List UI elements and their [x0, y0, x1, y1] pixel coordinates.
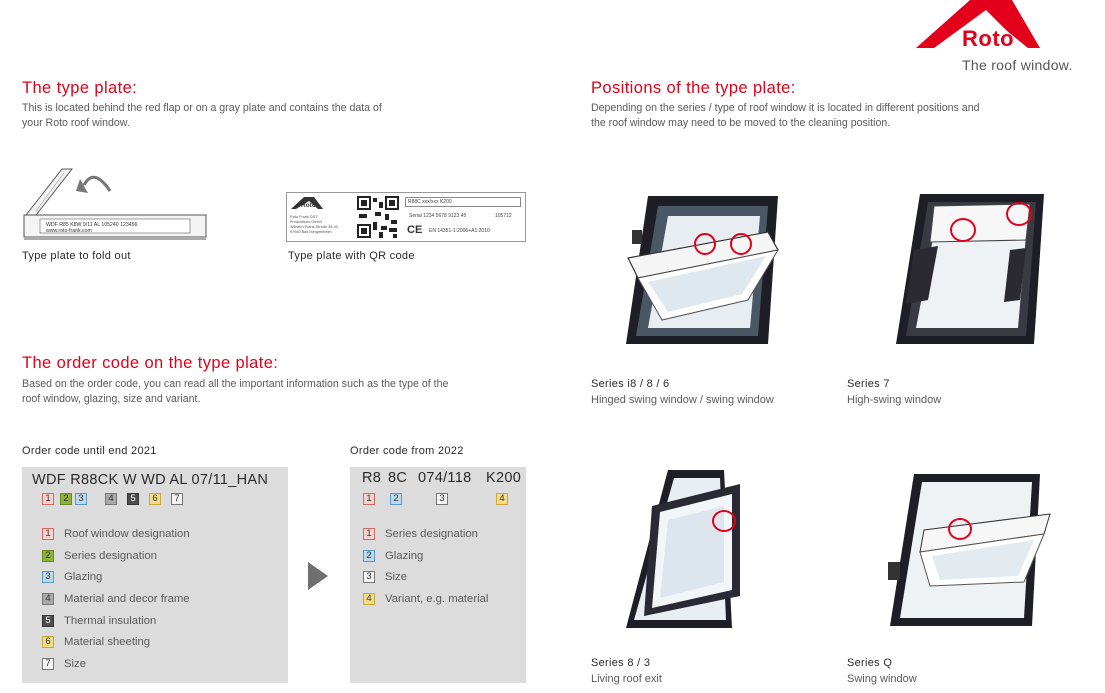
new-code-part-1: R8	[362, 470, 382, 486]
legend-number: 1	[363, 528, 375, 540]
logo-tagline: The roof window.	[962, 57, 1073, 73]
positions-desc-line2: the roof window may need to be moved to the cleaning position.	[591, 117, 891, 129]
qr-plate-code-field: R88C xxx/xxx K200	[405, 197, 521, 207]
fold-plate-text-1: WDF R85 K8W 9/11 AL 105240 123456	[46, 222, 138, 228]
arrow-right-icon	[308, 562, 328, 590]
legend-label: Series designation	[385, 528, 478, 540]
legend-row	[42, 571, 102, 583]
type-plate-marker-3	[950, 218, 976, 242]
series-i8-desc: Hinged swing window / swing window	[591, 394, 774, 406]
order-code-heading: The order code on the type plate:	[22, 354, 279, 372]
old-code-numbers	[42, 493, 183, 505]
series-q-desc: Swing window	[847, 673, 917, 685]
logo-text: Roto	[962, 26, 1015, 51]
window-series-q-illustration	[884, 470, 1056, 630]
series-8-3-desc: Living roof exit	[591, 673, 662, 685]
company-line: Roto Frank DST	[290, 215, 318, 219]
code-number: 3	[436, 493, 448, 505]
legend-label: Glazing	[385, 550, 424, 562]
legend-label: Material and decor frame	[64, 593, 190, 605]
new-code-heading: Order code from 2022	[350, 445, 464, 457]
qr-plate-caption: Type plate with QR code	[288, 250, 415, 262]
legend-row	[363, 550, 423, 562]
type-plate-desc-line2: your Roto roof window.	[22, 117, 130, 129]
legend-number: 7	[42, 658, 54, 670]
order-code-desc-line1: Based on the order code, you can read all the important information such as the type of the	[22, 378, 449, 390]
legend-row	[363, 571, 407, 583]
code-number: 2	[390, 493, 402, 505]
series-7-desc: High-swing window	[847, 394, 942, 406]
company-line: 97980 Bad Mergentheim	[290, 230, 332, 234]
window-series-8-3-illustration	[620, 466, 750, 632]
legend-label: Glazing	[64, 571, 103, 583]
legend-number: 3	[42, 571, 54, 583]
order-code-description	[22, 377, 542, 407]
code-number: 6	[149, 493, 161, 505]
legend-row	[363, 528, 478, 540]
code-number: 3	[75, 493, 87, 505]
legend-label: Variant, e.g. material	[385, 593, 489, 605]
qr-plate-company	[290, 215, 338, 235]
type-plate-marker-4	[1006, 202, 1032, 226]
code-number: 4	[105, 493, 117, 505]
qr-plate-serial: Serial 1234 5678 9123 45	[409, 213, 467, 219]
series-7-name: Series 7	[847, 378, 890, 390]
legend-label: Size	[64, 658, 86, 670]
legend-label: Size	[385, 571, 407, 583]
fold-plate-text-2: www.roto-frank.com	[46, 228, 92, 234]
old-code-panel	[22, 467, 288, 683]
legend-number: 4	[363, 593, 375, 605]
company-line: Wilhelm-Frank-Straße 38-40	[290, 225, 338, 229]
qr-plate-illustration	[286, 192, 526, 242]
type-plate-description	[22, 101, 542, 131]
window-series-7-illustration	[888, 190, 1050, 348]
ce-mark: CE	[407, 224, 423, 236]
order-code-desc-line2: roof window, glazing, size and variant.	[22, 393, 201, 405]
qr-plate-norm: EN 14351-1:2006+A1:2010	[429, 228, 490, 234]
new-code-panel	[350, 467, 526, 683]
series-8-3-name: Series 8 / 3	[591, 657, 651, 669]
legend-row	[363, 593, 488, 605]
code-number: 1	[363, 493, 375, 505]
new-code-part-3: 074/118	[418, 470, 472, 486]
positions-desc-line1: Depending on the series / type of roof window it is located in different positions and	[591, 102, 980, 114]
type-plate-desc-line1: This is located behind the red flap or on a gray plate and contains the data of	[22, 102, 382, 114]
positions-description	[591, 101, 1061, 131]
code-number: 7	[171, 493, 183, 505]
legend-number: 4	[42, 593, 54, 605]
legend-label: Roof window designation	[64, 528, 190, 540]
type-plate-marker-1	[694, 233, 716, 255]
window-series-i8-illustration	[618, 190, 786, 348]
legend-number: 2	[363, 550, 375, 562]
legend-row	[42, 615, 156, 627]
series-i8-name: Series i8 / 8 / 6	[591, 378, 670, 390]
qr-code-icon	[357, 196, 399, 238]
qr-plate-logo-text: Roto	[301, 202, 316, 209]
old-code-heading: Order code until end 2021	[22, 445, 157, 457]
series-q-name: Series Q	[847, 657, 893, 669]
legend-number: 1	[42, 528, 54, 540]
legend-number: 2	[42, 550, 54, 562]
new-code-part-4: K200	[486, 470, 522, 486]
legend-number: 5	[42, 615, 54, 627]
new-code-part-2: 8C	[388, 470, 408, 486]
roto-logo	[912, 0, 1052, 52]
legend-row	[42, 636, 150, 648]
code-number: 2	[60, 493, 72, 505]
legend-row	[42, 528, 190, 540]
old-order-code: WDF R88CK W WD AL 07/11_HAN	[32, 472, 269, 488]
legend-row	[42, 658, 86, 670]
fold-out-plate-illustration	[22, 165, 208, 243]
legend-number: 6	[42, 636, 54, 648]
qr-plate-serial-no: 105712	[495, 213, 512, 219]
company-line: Produktions-GmbH	[290, 220, 323, 224]
legend-row	[42, 550, 157, 562]
type-plate-heading: The type plate:	[22, 79, 138, 97]
type-plate-marker-2	[730, 233, 752, 255]
legend-row	[42, 593, 190, 605]
code-number: 1	[42, 493, 54, 505]
legend-label: Thermal insulation	[64, 615, 157, 627]
legend-label: Series designation	[64, 550, 157, 562]
legend-label: Material sheeting	[64, 636, 151, 648]
type-plate-marker-5	[712, 510, 736, 532]
code-number: 4	[496, 493, 508, 505]
code-number: 5	[127, 493, 139, 505]
type-plate-marker-6	[948, 518, 972, 540]
positions-heading: Positions of the type plate:	[591, 79, 796, 97]
fold-plate-caption: Type plate to fold out	[22, 250, 131, 262]
legend-number: 3	[363, 571, 375, 583]
